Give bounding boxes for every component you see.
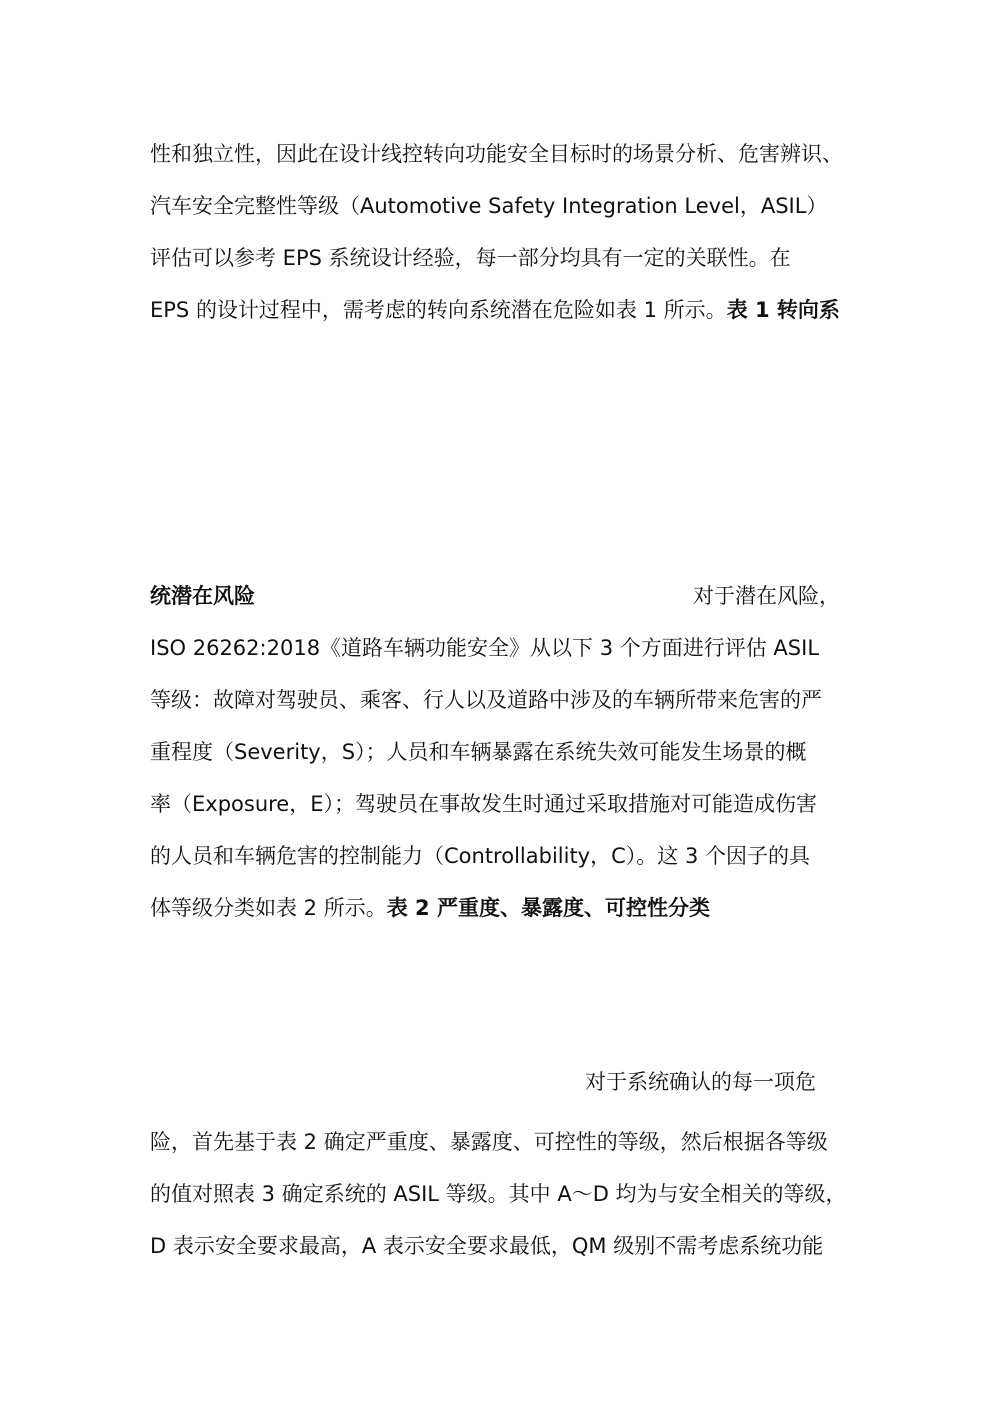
table1-caption-end [150, 581, 255, 611]
paragraph2-line5: 的人员和车辆危害的控制能力（Controllability，C）。这 3 个因子的具 [150, 844, 810, 868]
table1-caption-end-text: 统潜在风险 [150, 584, 255, 608]
paragraph3-line3: D 表示安全要求最高，A 表示安全要求最低，QM 级别不需考虑系统功能 [150, 1234, 824, 1258]
paragraph3-lead: 对于系统确认的每一项危 [585, 1070, 816, 1094]
paragraph2-line3: 重程度（Severity，S）；人员和车辆暴露在系统失效可能发生场景的概 [150, 740, 807, 764]
paragraph1-line3: 评估可以参考 EPS 系统设计经验，每一部分均具有一定的关联性。在 [150, 246, 791, 270]
paragraph1-line2: 汽车安全完整性等级（Automotive Safety Integration Level，ASIL） [150, 194, 828, 218]
table2-caption: 表 2 严重度、暴露度、可控性分类 [386, 896, 710, 920]
paragraph1-line1: 性和独立性，因此在设计线控转向功能安全目标时的场景分析、危害辨识、 [150, 142, 843, 166]
paragraph3-line1: 险，首先基于表 2 确定严重度、暴露度、可控性的等级，然后根据各等级 [150, 1130, 828, 1154]
paragraph2-line1: ISO 26262:2018《道路车辆功能安全》从以下 3 个方面进行评估 ASIL [150, 636, 820, 660]
paragraph2-line6 [150, 893, 710, 923]
paragraph2-lead: 对于潜在风险， [693, 584, 840, 608]
paragraph2-line2: 等级：故障对驾驶员、乘客、行人以及道路中涉及的车辆所带来危害的严 [150, 688, 822, 712]
paragraph1-line4-text: EPS 的设计过程中，需考虑的转向系统潜在危险如表 1 所示。 [150, 298, 727, 322]
table1-caption-start: 表 1 转向系 [726, 298, 840, 322]
paragraph1-line4 [150, 295, 840, 325]
paragraph2-line4: 率（Exposure，E）；驾驶员在事故发生时通过采取措施对可能造成伤害 [150, 792, 817, 816]
paragraph2-line6-text: 体等级分类如表 2 所示。 [150, 896, 387, 920]
paragraph3-line2: 的值对照表 3 确定系统的 ASIL 等级。其中 A～D 均为与安全相关的等级， [150, 1182, 847, 1206]
